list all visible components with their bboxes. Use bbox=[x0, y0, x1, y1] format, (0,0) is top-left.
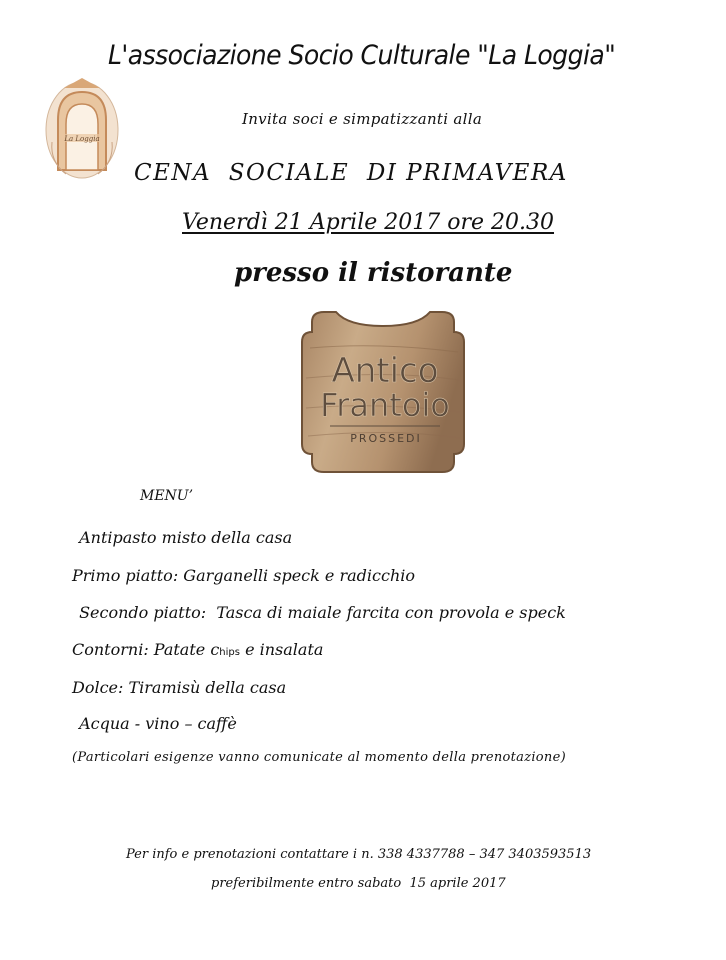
menu-item-antipasto: Antipasto misto della casa bbox=[74, 528, 293, 547]
menu-item-dolce: Dolce: Tiramisù della casa bbox=[72, 678, 287, 697]
chips-c: c bbox=[210, 640, 220, 659]
svg-text:La Loggia: La Loggia bbox=[64, 135, 100, 143]
sign-line-frantoio: Frantoio bbox=[320, 386, 450, 424]
restaurant-sign bbox=[290, 308, 476, 476]
menu-item-bevande: Acqua - vino – caffè bbox=[74, 714, 237, 733]
chips-word: hips bbox=[219, 647, 240, 658]
menu-item-contorni bbox=[72, 640, 323, 659]
booking-deadline: preferibilmente entro sabato 15 aprile 2017 bbox=[211, 876, 506, 891]
menu-item-primo: Primo piatto: Garganelli speck e radicchio bbox=[72, 566, 415, 585]
event-title: CENA SOCIALE DI PRIMAVERA bbox=[134, 160, 568, 186]
requirements-note: (Particolari esigenze vanno comunicate al momento della prenotazione) bbox=[72, 750, 566, 765]
association-title: L'associazione Socio Culturale "La Loggia" bbox=[108, 40, 616, 71]
menu-item-contorni-text: Contorni: Patate bbox=[72, 640, 211, 659]
menu-item-secondo: Secondo piatto: Tasca di maiale farcita con provola e speck bbox=[74, 603, 566, 622]
event-date: Venerdì 21 Aprile 2017 ore 20.30 bbox=[182, 210, 555, 235]
sign-line-prossedi: PROSSEDI bbox=[350, 432, 422, 445]
invite-line: Invita soci e simpatizzanti alla bbox=[242, 110, 483, 128]
venue-intro: presso il ristorante bbox=[234, 258, 513, 288]
menu-item-contorni-rest: e insalata bbox=[239, 640, 324, 659]
sign-line-antico: Antico bbox=[331, 351, 439, 391]
contact-info: Per info e prenotazioni contattare i n. 338 4337788 – 347 3403593513 bbox=[126, 847, 592, 862]
menu-heading: MENU’ bbox=[140, 488, 194, 504]
association-logo bbox=[42, 72, 122, 182]
